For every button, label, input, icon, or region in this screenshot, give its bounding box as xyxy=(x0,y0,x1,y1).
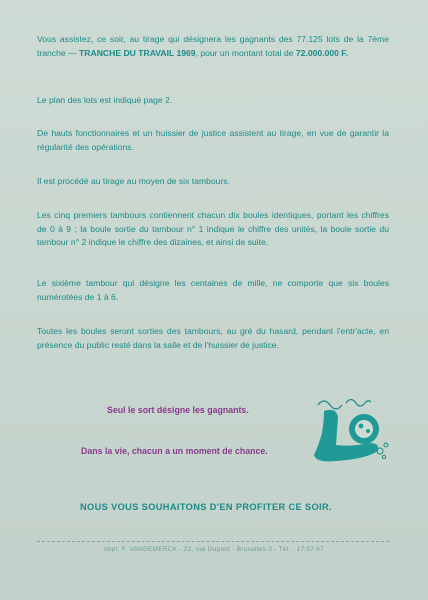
footer-divider xyxy=(37,541,389,542)
tranche-name: TRANCHE DU TRAVAIL 1969 xyxy=(79,47,196,58)
slogan-fate: Seul le sort désigne les gagnants. xyxy=(107,405,249,415)
prize-plan-paragraph: Le plan des lots est indiqué page 2. xyxy=(37,95,173,105)
first-drums-paragraph: Les cinq premiers tambours contiennent chacun dix boules identiques, portant les chiffres de 0 à 9 ; la boule sortie du tambour n° 1 indique le chiffre des unités, la boule sortie du tambour n° 2 indique le chiffre des dizaines, et ainsi de suite. xyxy=(37,210,389,248)
intro-paragraph xyxy=(37,33,389,60)
drums-paragraph: Il est procédé au tirage au moyen de six tambours. xyxy=(37,176,230,186)
printer-imprint: Impr. F. VANDEMERCK - 23, rue Dupont - Bruxelles-3 - Tél. : 17.57.67 xyxy=(104,546,324,553)
slogan-chance: Dans la vie, chacun a un moment de chance. xyxy=(81,446,268,456)
closing-line: NOUS VOUS SOUHAITONS D'EN PROFITER CE SOIR. xyxy=(80,502,332,512)
total-amount: 72.000.000 F. xyxy=(295,47,348,58)
intro-text-middle: , pour un montant total de xyxy=(195,47,296,58)
intermission-paragraph: Toutes les boules seront sorties des tambours, au gré du hasard, pendant l'entr'acte, en présence du public resté dans la salle et de l'huissier de justice. xyxy=(37,326,389,350)
intro-text-start: Vous assistez, ce soir, au tirage qui désignera les gagnants des 77.125 lots de la 7ème tranche — xyxy=(37,34,389,58)
sixth-drum-paragraph: Le sixième tambour qui désigne les centaines de mille, ne comporte que six boules numérotées de 1 à 6. xyxy=(37,278,389,302)
lottery-logo-icon xyxy=(306,393,392,467)
officials-paragraph: De hauts fonctionnaires et un huissier de justice assistent au tirage, en vue de garantir la régularité des opérations. xyxy=(37,128,389,152)
